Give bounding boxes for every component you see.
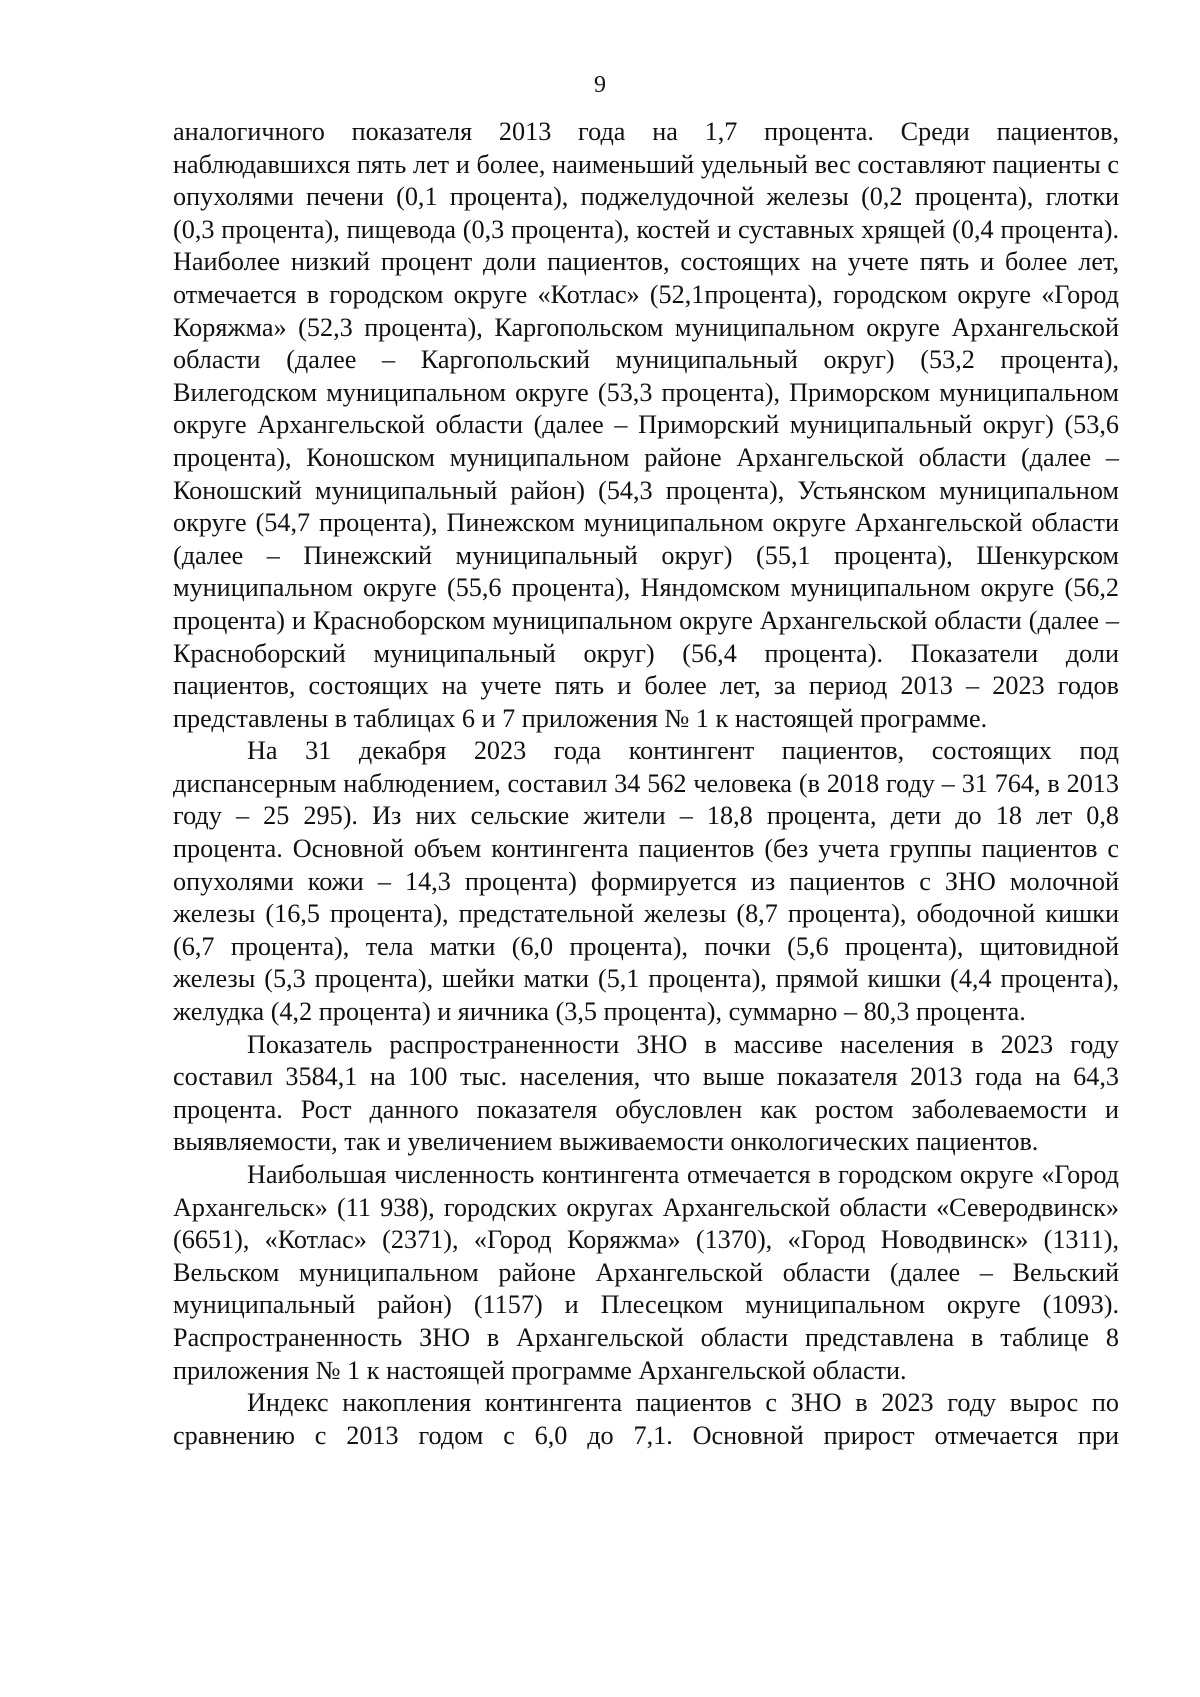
paragraph-contingent: На 31 декабря 2023 года контингент пациентов, состоящих под диспансерным наблюдением, составил 34 562 человека (в 2018 году – 31 764, в 2013 году – 25 295). Из них сельские жители – 18,8 процента, дети до 18 лет 0,8 процента. Основной объем контингента пациентов (без учета группы пациентов с опухолями кожи – 14,3 процента) формируется из пациентов с ЗНО молочной железы (16,5 процента), предстательной железы (8,7 процента), ободочной кишки (6,7 процента), тела матки (6,0 процента), почки (5,6 процента), щитовидной железы (5,3 процента), шейки матки (5,1 процента), прямой кишки (4,4 процента), желудка (4,2 процента) и яичника (3,5 процента), суммарно – 80,3 процента. bbox=[173, 736, 1119, 1027]
page-number: 9 bbox=[594, 72, 606, 98]
paragraph-largest-contingent: Наибольшая численность контингента отмечается в городском округе «Город Архангельск» (11 938), городских округах Архангельской области «Северодвинск» (6651), «Котлас» (2371), «Город Коряжма» (1370), «Город Новодвинск» (1311), Вельском муниципальном районе Архангельской области (далее – Вельский муниципальный район) (1157) и Плесецком муниципальном округе (1093). Распространенность ЗНО в Архангельской области представлена в таблице 8 приложения № 1 к настоящей программе Архангельской области. bbox=[173, 1160, 1119, 1385]
paragraph-accumulation-index: Индекс накопления контингента пациентов с ЗНО в 2023 году вырос по сравнению с 2013 годом с 6,0 до 7,1. Основной прирост отмечается при bbox=[173, 1388, 1119, 1450]
page-body bbox=[173, 116, 1119, 1452]
paragraph-prevalence: Показатель распространенности ЗНО в массиве населения в 2023 году составил 3584,1 на 100 тыс. населения, что выше показателя 2013 года на 64,3 процента. Рост данного показателя обусловлен как ростом заболеваемости и выявляемости, так и увеличением выживаемости онкологических пациентов. bbox=[173, 1029, 1119, 1157]
paragraph-survival-share: аналогичного показателя 2013 года на 1,7 процента. Среди пациентов, наблюдавшихся пять лет и более, наименьший удельный вес составляют пациенты с опухолями печени (0,1 процента), поджелудочной железы (0,2 процента), глотки (0,3 процента), пищевода (0,3 процента), костей и суставных хрящей (0,4 процента). Наиболее низкий процент доли пациентов, состоящих на учете пять и более лет, отмечается в городском округе «Котлас» (52,1процента), городском округе «Город Коряжма» (52,3 процента), Каргопольском муниципальном округе Архангельской области (далее – Каргопольский муниципальный округ) (53,2 процента), Вилегодском муниципальном округе (53,3 процента), Приморском муниципальном округе Архангельской области (далее – Приморский муниципальный округ) (53,6 процента), Коношском муниципальном районе Архангельской области (далее – Коношский муниципальный район) (54,3 процента), Устьянском муниципальном округе (54,7 процента), Пинежском муниципальном округе Архангельской области (далее – Пинежский муниципальный округ) (55,1 процента), Шенкурском муниципальном округе (55,6 процента), Няндомском муниципальном округе (56,2 процента) и Красноборском муниципальном округе Архангельской области (далее – Красноборский муниципальный округ) (56,4 процента). Показатели доли пациентов, состоящих на учете пять и более лет, за период 2013 – 2023 годов представлены в таблицах 6 и 7 приложения № 1 к настоящей программе. bbox=[173, 117, 1119, 733]
